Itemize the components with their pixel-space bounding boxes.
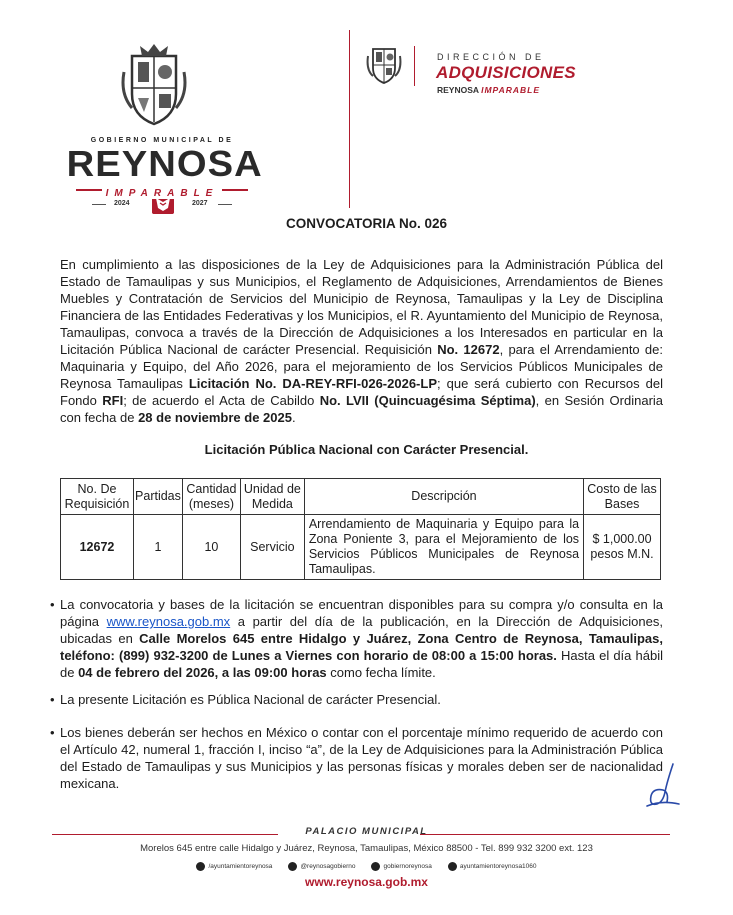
dir-title: ADQUISICIONES [436,63,576,82]
instagram-icon [448,862,457,871]
col-costo: Costo de las Bases [584,479,661,515]
bullet-1-text-a: La convocatoria y bases de la licitación se encuentran disponibles para su compra y/o consulta en la página [60,597,663,629]
intro-paragraph [60,256,663,426]
social-web[interactable] [371,862,431,871]
col-partidas: Partidas [133,479,182,515]
dir-divider [414,46,415,86]
adquisiciones-crest-icon [366,42,402,86]
col-unidad: Unidad de Medida [240,479,304,515]
footer-socials [0,862,733,871]
signature-mark-icon [643,762,683,808]
year-start: 2024 [114,200,130,207]
cell-requisicion: 12672 [61,515,134,580]
document-subtitle: Licitación Pública Nacional con Carácter Presencial. [204,442,529,457]
gov-logo-title: REYNOSA [66,143,263,184]
cell-cantidad: 10 [182,515,240,580]
footer-title: PALACIO MUNICIPAL [305,826,428,837]
gov-logo-small-text: GOBIERNO MUNICIPAL DE [90,137,234,144]
bullet-2-text: La presente Licitación es Pública Nacional de carácter Presencial. [60,692,441,707]
cell-partidas: 1 [133,515,182,580]
col-descripcion: Descripción [304,479,583,515]
intro-text-5: , en Sesión Ordinaria con fecha de [60,393,664,425]
intro-text-2: , para el Arrendamiento de: Maquinaria y Equipo, del Año 2026, para el mejoramiento de los Servicios Públicos Municipales de Reynosa Tamaulipas [60,342,663,391]
cell-costo: $ 1,000.00 pesos M.N. [584,515,661,580]
bullet-1-text-d: como fecha límite. [326,665,436,680]
footer-website-link[interactable]: www.reynosa.gob.mx [305,875,428,889]
bullet-3-text: Los bienes deberán ser hechos en México o contar con el porcentaje mínimo requerido de acuerdo con el Artículo 42, numeral 1, fracción I, inciso “a”, de la Ley de Adquisiciones para la Administración Pública del Estado de Tamaulipas y sus Municipios y las personas físicas y morales deben ser de nacionalidad mexicana. [60,725,663,791]
bullet-convocatoria [50,596,663,681]
intro-text-1: En cumplimiento a las disposiciones de la Ley de Adquisiciones para la Administración Pública del Estado de Tamaulipas y sus Municipios, el Reglamento de Adquisiciones, Arrendamientos de Bienes Muebles y Contratación de Servicios del Municipio de Reynosa, Tamaulipas y la Ley de Disciplina Financiera de las Entidades Federativas y los Municipios, el R. Ayuntamiento del Municipio de Reynosa, Tamaulipas, convoca a través de la Dirección de Adquisiciones a los Interesados en particular en la Licitación Pública Nacional de carácter Presencial. Requisición [60,257,663,357]
dir-small-text: DIRECCIÓN DE [437,52,545,62]
footer-address: Morelos 645 entre calle Hidalgo y Juárez, Reynosa, Tamaulipas, México 88500 - Tel. 899 932 3200 ext. 123 [140,843,593,854]
social-facebook-label: /ayuntamientoreynosa [208,863,273,870]
header-divider [349,30,350,208]
x-icon [288,862,297,871]
intro-text-6: . [291,410,296,425]
bullet-1-text-c: Hasta el día hábil de [60,648,663,680]
social-x[interactable] [288,862,355,871]
table-row [61,515,661,580]
cell-descripcion: Arrendamiento de Maquinaria y Equipo para la Zona Poniente 3, para el Mejoramiento de los Servicios Públicos Municipales de Reynosa Tamaulipas. [304,515,583,580]
gov-logo-tagline: IMPARABLE [102,188,223,199]
facebook-icon [196,862,205,871]
social-x-label: @reynosagobierno [300,863,356,870]
session-date: 28 de noviembre de 2025 [138,410,292,425]
dir-subtitle [437,85,540,95]
dir-sub-tag: IMPARABLE [481,85,541,95]
year-end: 2027 [192,200,208,207]
licitacion-number: Licitación No. DA-REY-RFI-026-2026-LP [188,376,438,391]
social-instagram[interactable] [448,862,537,871]
bullet-1-text-b: a partir del día de la publicación, en la Dirección de Adquisiciones, ubicadas en [60,614,663,646]
social-instagram-label: ayuntamientoreynosa1060 [459,863,537,870]
fondo-name: RFI [102,393,124,408]
bullet-1-deadline: 04 de febrero del 2026, a las 09:00 horas [78,665,327,680]
globe-icon [371,862,380,871]
bullet-1-address: Calle Morelos 645 entre Hidalgo y Juárez, Zona Centro de Reynosa, Tamaulipas, teléfono: (899) 932-3200 de Lunes a Viernes con horario de 08:00 a 15:00 horas. [60,631,663,663]
bullet-dot: • [50,692,55,707]
dir-sub-city: REYNOSA [437,85,479,95]
intro-text-3: ; que será cubierto con Recursos del Fondo [60,376,663,408]
document-title: CONVOCATORIA No. 026 [285,216,448,231]
intro-text-4: ; de acuerdo el Acta de Cabildo [123,393,320,408]
licitacion-table [60,478,661,580]
bullet-caracter [50,691,663,708]
bullet-dot: • [50,725,55,740]
col-requisicion: No. De Requisición [61,479,134,515]
bullet-dot: • [50,597,55,612]
website-link[interactable]: www.reynosa.gob.mx [106,614,231,629]
table-header-row [61,479,661,515]
col-cantidad: Cantidad (meses) [182,479,240,515]
social-facebook[interactable] [196,862,272,871]
social-web-label: gobiernoreynosa [383,863,432,870]
requisition-number: No. 12672 [437,342,500,357]
acta-cabildo: No. LVII (Quincuagésima Séptima) [319,393,536,408]
municipal-crest-icon [118,42,190,128]
gobierno-reynosa-logo [66,137,263,199]
bullet-bienes [50,724,663,792]
cell-unidad: Servicio [240,515,304,580]
